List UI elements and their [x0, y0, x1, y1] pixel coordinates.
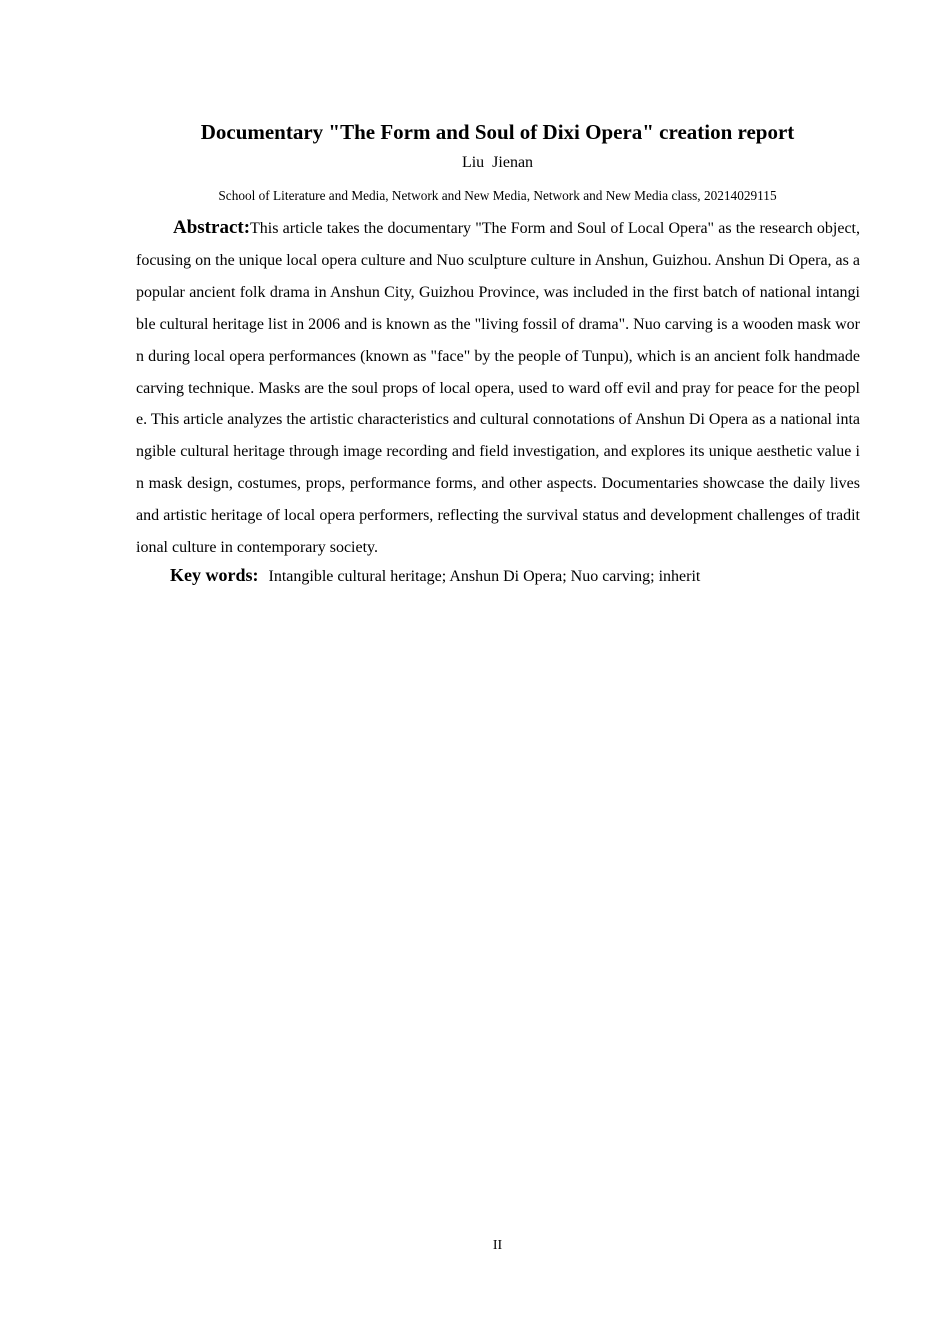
keywords-line [170, 561, 860, 591]
page-number: II [492, 1238, 503, 1253]
abstract-label: Abstract: [173, 217, 251, 238]
keywords-text: Intangible cultural heritage; Anshun Di Opera; Nuo carving; inherit [268, 568, 701, 585]
abstract-text: This article takes the documentary "The Form and Soul of Local Opera" as the research object, focusing on the unique local opera culture and Nuo sculpture culture in Anshun, Guizhou. Anshun Di Opera, as a popular ancient folk drama in Anshun City, Guizhou Province, was included in the first batch of national intangible cultural heritage list in 2006 and is known as the "living fossil of drama". Nuo carving is a wooden mask worn during local opera performances (known as "face" by the people of Tunpu), which is an ancient folk handmade carving technique. Masks are the soul props of local opera, used to ward off evil and pray for peace for the people. This article analyzes the artistic characteristics and cultural connotations of Anshun Di Opera as a national intangible cultural heritage through image recording and field investigation, and explores its unique aesthetic value in mask design, costumes, props, performance forms, and other aspects. Documentaries showcase the daily lives and artistic heritage of local opera performers, reflecting the survival status and development challenges of traditional culture in contemporary society. [136, 220, 860, 557]
abstract-paragraph [136, 212, 860, 564]
author-name: Liu Jienan [461, 154, 534, 171]
keywords-label: Key words: [170, 565, 259, 585]
author-affiliation: School of Literature and Media, Network and New Media, Network and New Media class, 20214029115 [218, 188, 777, 203]
document-title: Documentary "The Form and Soul of Dixi Opera" creation report [200, 120, 795, 144]
